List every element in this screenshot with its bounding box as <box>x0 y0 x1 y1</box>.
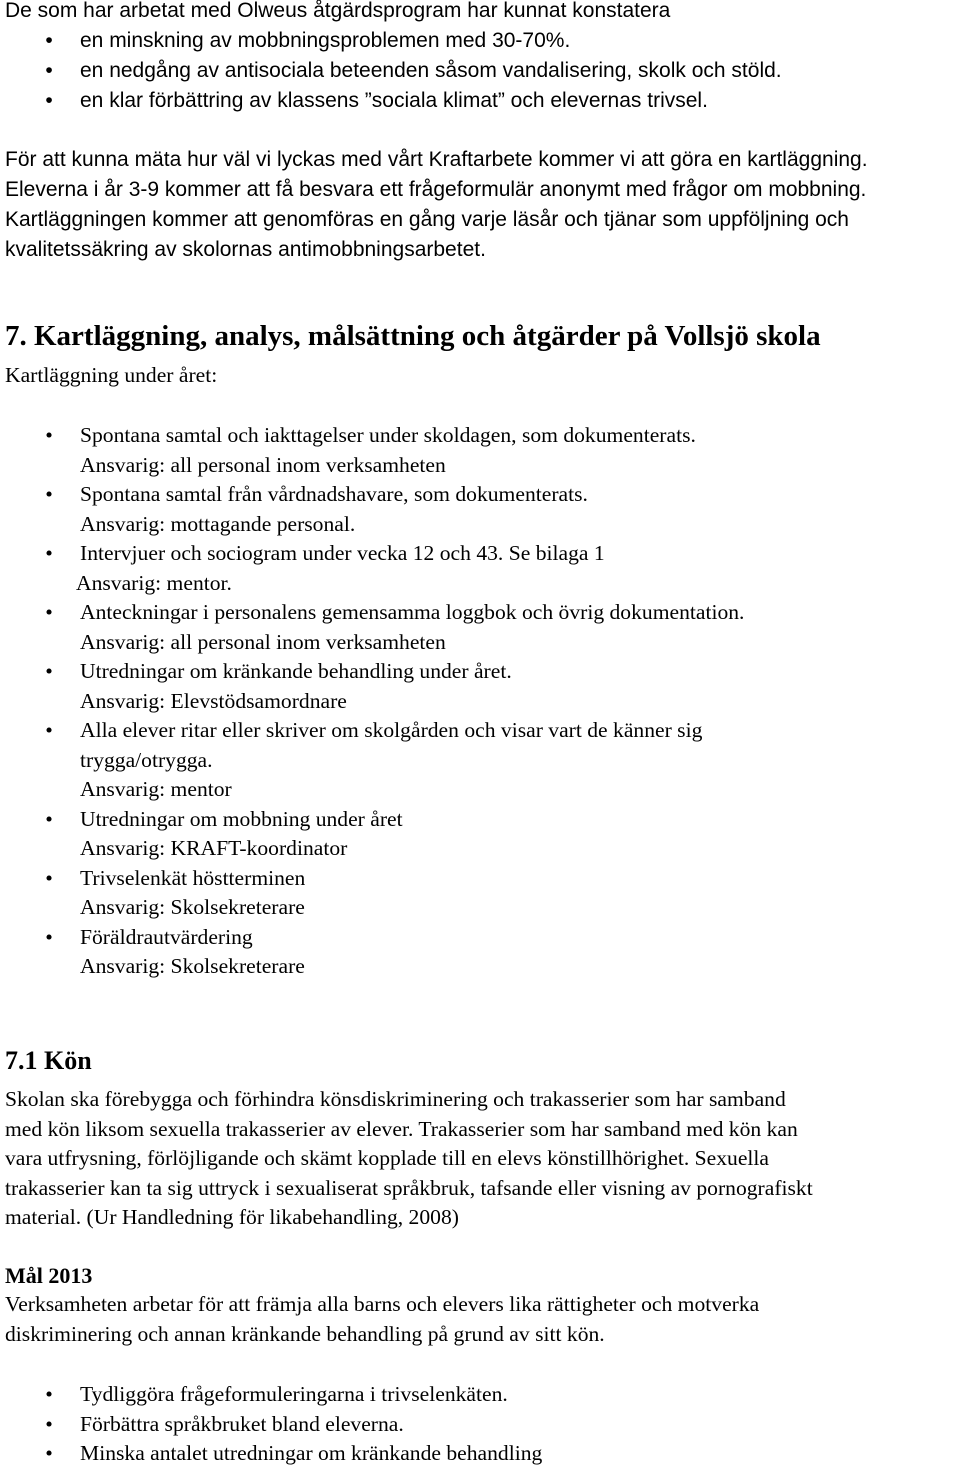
bullet-icon: • <box>45 924 53 949</box>
bullet-icon: • <box>45 865 53 890</box>
paragraph-line: med kön liksom sexuella trakasserier av elever. Trakasserier som har samband med kön kan <box>5 1116 798 1141</box>
goal-2013-list <box>0 1380 960 1469</box>
list-item: • Intervjuer och sociogram under vecka 12 och 43. Se bilaga 1 Ansvarig: mentor. <box>0 539 960 598</box>
responsible-line: Ansvarig: mentor. <box>76 570 232 595</box>
list-item: • en nedgång av antisociala beteenden såsom vandalisering, skolk och stöld. <box>0 56 960 86</box>
bullet-icon: • <box>45 1411 53 1436</box>
bullet-icon: • <box>45 718 53 742</box>
list-item: • Minska antalet utredningar om kränkande behandling <box>0 1439 960 1469</box>
responsible-line: Ansvarig: KRAFT-koordinator <box>80 836 348 860</box>
list-item: • Tydliggöra frågeformuleringarna i trivselenkäten. <box>0 1380 960 1410</box>
list-item: • Spontana samtal från vårdnadshavare, som dokumenterats. Ansvarig: mottagande personal. <box>0 480 960 539</box>
bullet-icon: • <box>45 59 53 82</box>
bullet-icon: • <box>45 659 53 683</box>
responsible-line: Ansvarig: Skolsekreterare <box>80 954 305 978</box>
intro-lead: De som har arbetat med Olweus åtgärdsprogram har kunnat konstatera <box>5 0 671 22</box>
list-item: • Spontana samtal och iakttagelser under skoldagen, som dokumenterats. Ansvarig: all personal inom verksamheten <box>0 421 960 480</box>
paragraph-line: Kartläggningen kommer att genomföras en gång varje läsår och tjänar som uppföljning och <box>5 208 849 231</box>
list-item: • Alla elever ritar eller skriver om skolgården och visar vart de känner sig trygga/otrygga. Ansvarig: mentor <box>0 716 960 805</box>
section-7-heading: 7. Kartläggning, analys, målsättning och åtgärder på Vollsjö skola <box>5 320 821 352</box>
list-item: • Utredningar om mobbning under året Ansvarig: KRAFT-koordinator <box>0 805 960 864</box>
intro-bullet-list <box>0 26 960 116</box>
bullet-icon: • <box>45 600 53 624</box>
list-item: • Föräldrautvärdering Ansvarig: Skolsekreterare <box>0 923 960 982</box>
bullet-icon: • <box>45 29 53 52</box>
responsible-line: Ansvarig: mentor <box>80 777 232 801</box>
paragraph-line: Eleverna i år 3-9 kommer att få besvara ett frågeformulär anonymt med frågor om mobbning. <box>5 178 867 201</box>
paragraph-line: material. (Ur Handledning för likabehandling, 2008) <box>5 1205 459 1229</box>
list-item: • Trivselenkät höstterminen Ansvarig: Skolsekreterare <box>0 864 960 923</box>
section-7-1-paragraph <box>5 1085 956 1233</box>
responsible-line: Ansvarig: all personal inom verksamheten <box>80 452 446 477</box>
list-item: • Förbättra språkbruket bland eleverna. <box>0 1410 960 1440</box>
paragraph-line: För att kunna mäta hur väl vi lyckas med vårt Kraftarbete kommer vi att göra en kartläggning. <box>5 148 868 171</box>
paragraph-line: trakasserier kan ta sig uttryck i sexualiserat språkbruk, tafsande eller visning av pornografiskt <box>5 1175 813 1200</box>
responsible-line: Ansvarig: Skolsekreterare <box>80 895 305 919</box>
paragraph-line: Skolan ska förebygga och förhindra könsdiskriminering och trakasserier som har samband <box>5 1087 786 1111</box>
bullet-icon: • <box>45 541 53 565</box>
paragraph-line: diskriminering och annan kränkande behandling på grund av sitt kön. <box>5 1321 605 1346</box>
list-item: • Utredningar om kränkande behandling under året. Ansvarig: Elevstödsamordnare <box>0 657 960 716</box>
section-7-1-heading: 7.1 Kön <box>5 1046 92 1075</box>
survey-paragraph <box>5 145 956 265</box>
goal-2013-paragraph <box>5 1290 956 1349</box>
bullet-icon: • <box>45 1441 53 1465</box>
responsible-line: Ansvarig: all personal inom verksamheten <box>80 629 446 654</box>
bullet-icon: • <box>45 89 53 112</box>
paragraph-line: Verksamheten arbetar för att främja alla barns och elevers lika rättigheter och motverka <box>5 1292 760 1316</box>
responsible-line: Ansvarig: mottagande personal. <box>80 511 356 536</box>
section-7-list <box>0 421 960 982</box>
bullet-icon: • <box>45 482 53 506</box>
section-7-subheading: Kartläggning under året: <box>5 363 218 387</box>
paragraph-line: vara utfrysning, förlöjligande och skämt kopplade till en elevs könstillhörighet. Sexuella <box>5 1146 770 1170</box>
goal-2013-heading: Mål 2013 <box>5 1263 93 1288</box>
list-item: • Anteckningar i personalens gemensamma loggbok och övrig dokumentation. Ansvarig: all personal inom verksamheten <box>0 598 960 657</box>
responsible-line: Ansvarig: Elevstödsamordnare <box>80 688 347 713</box>
list-item: • en minskning av mobbningsproblemen med 30-70%. <box>0 26 960 56</box>
list-item: • en klar förbättring av klassens ”sociala klimat” och elevernas trivsel. <box>0 86 960 116</box>
paragraph-line: kvalitetssäkring av skolornas antimobbningsarbetet. <box>5 238 486 261</box>
bullet-icon: • <box>45 806 53 831</box>
bullet-icon: • <box>45 423 53 447</box>
bullet-icon: • <box>45 1382 53 1406</box>
